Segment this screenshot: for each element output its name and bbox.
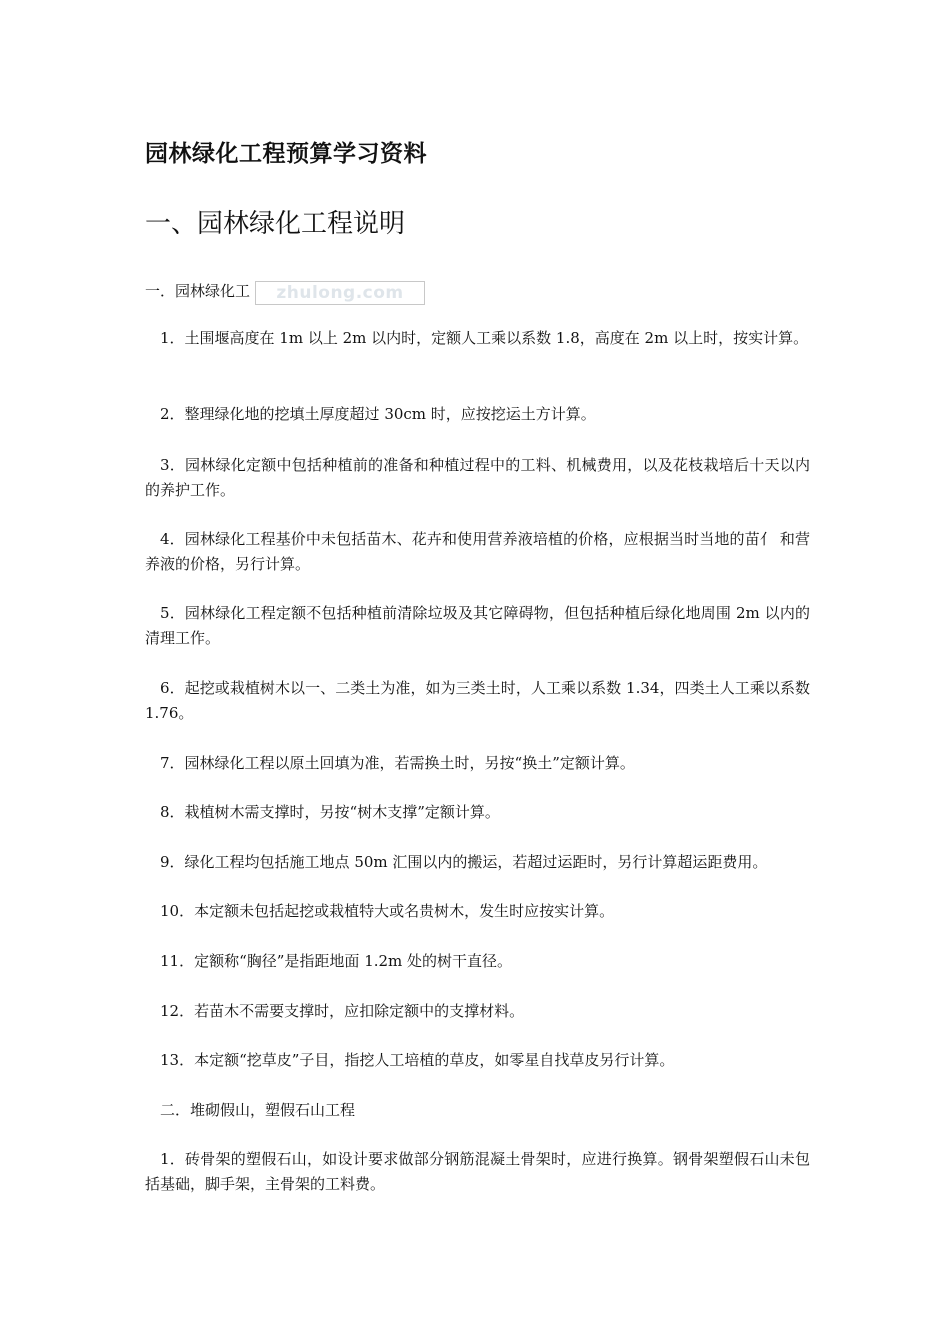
paragraph-4: 4．园林绿化工程基价中未包括苗木、花卉和使用营养液培植的价格，应根据当时当地的苗亻 和营养液的价格，另行计算。 [145,530,810,573]
section-heading: 一、园林绿化工程说明 [145,209,406,239]
paragraph-after: 1．砖骨架的塑假石山，如设计要求做部分钢筋混凝土骨架时，应进行换算。钢骨架塑假石山未包括基础，脚手架，主骨架的工料费。 [145,1150,810,1193]
document-title: 园林绿化工程预算学习资料 [145,141,427,167]
paragraph-11: 11．定额称“胸径”是指距地面 1.2m 处的树干直径。 [160,952,513,970]
paragraph-12: 12．若苗木不需要支撑时，应扣除定额中的支撑材料。 [160,1002,525,1020]
paragraph-10: 10．本定额未包括起挖或栽植特大或名贵树木，发生时应按实计算。 [160,902,615,920]
sub-heading-1: 一．园林绿化工 [145,282,251,300]
paragraph-8: 8．栽植树木需支撑时，另按“树木支撑”定额计算。 [160,803,500,821]
paragraph-13: 13．本定额“挖草皮”子目，指挖人工培植的草皮，如零星自找草皮另行计算。 [160,1051,675,1069]
paragraph-2: 2．整理绿化地的挖填土厚度超过 30cm 时，应按挖运土方计算。 [160,405,596,423]
watermark-logo: zhulong.com [255,281,425,305]
paragraph-7: 7．园林绿化工程以原土回填为准，若需换土时，另按“换土”定额计算。 [160,754,635,772]
sub-heading-2: 二．堆砌假山，塑假石山工程 [160,1101,356,1119]
paragraph-1: 1．土围堰高度在 1m 以上 2m 以内时，定额人工乘以系数 1.8，高度在 2m 以上时，按实计算。 [160,329,809,347]
paragraph-9: 9．绿化工程均包括施工地点 50m 汇围以内的搬运，若超过运距时，另行计算超运距费用。 [160,853,768,871]
paragraph-6: 6．起挖或栽植树木以一、二类土为准，如为三类土时，人工乘以系数 1.34，四类土人工乘以系数 1.76。 [145,679,810,722]
paragraph-3: 3．园林绿化定额中包括种植前的准备和种植过程中的工料、机械费用，以及花枝栽培后十天以内的养护工作。 [145,456,810,499]
paragraph-5: 5．园林绿化工程定额不包括种植前清除垃圾及其它障碍物，但包括种植后绿化地周围 2m 以内的清理工作。 [145,604,810,647]
